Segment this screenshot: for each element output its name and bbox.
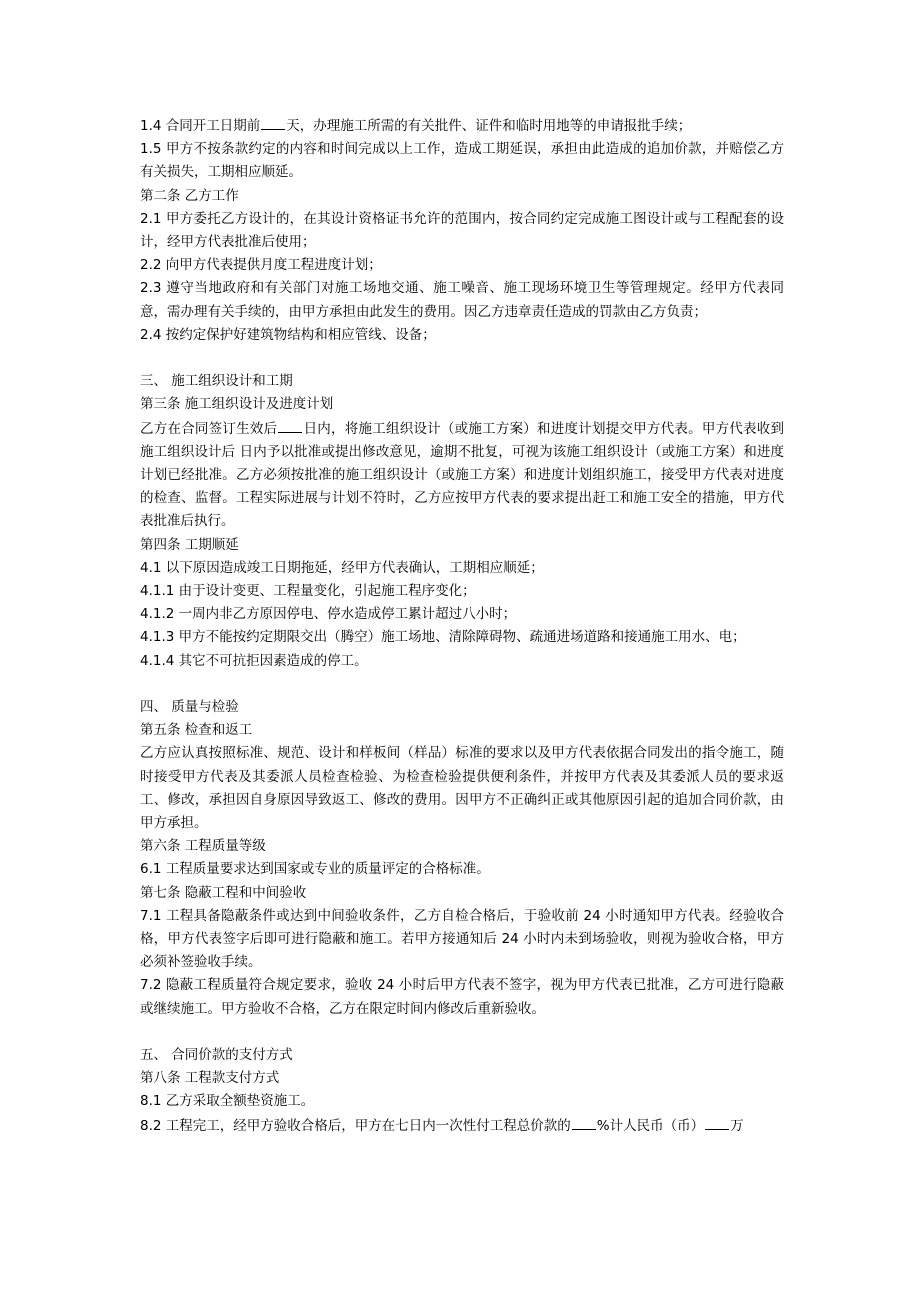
paragraph-text: 8.1 乙方采取全额垫资施工。	[140, 1093, 315, 1110]
document-paragraph	[140, 882, 784, 905]
document-paragraph	[140, 208, 784, 254]
paragraph-text: 2.3 遵守当地政府和有关部门对施工场地交通、施工噪音、施工现场环境卫生等管理规定。经甲方代表同意，需办理有关手续的，由甲方承担由此发生的费用。因乙方违章责任造成的罚款由乙方负责；	[140, 280, 784, 320]
paragraph-text: 4.1 以下原因造成竣工日期拖延，经甲方代表确认，工期相应顺延；	[140, 559, 544, 576]
paragraph-text: 6.1 工程质量要求达到国家或专业的质量评定的合格标准。	[140, 861, 490, 878]
document-paragraph	[140, 114, 784, 138]
paragraph-spacer	[140, 1021, 784, 1044]
paragraph-text: 4.1.2 一周内非乙方原因停电、停水造成停工累计超过八小时；	[140, 606, 517, 623]
document-paragraph	[140, 1090, 784, 1113]
paragraph-text: 7.1 工程具备隐蔽条件或达到中间验收条件，乙方自检合格后，于验收前 24 小时通知甲方代表。经验收合格，甲方代表签字后即可进行隐蔽和施工。若甲方接通知后 24 小时内未到场验收，则视为验收合格，甲方必须补签验收手续。	[140, 907, 784, 971]
document-paragraph	[140, 393, 784, 416]
paragraph-text: 四、 质量与检验	[140, 699, 239, 716]
paragraph-text: 8.2 工程完工，经甲方验收合格后，甲方在七日内一次性付工程总价款的	[140, 1117, 571, 1134]
document-paragraph	[140, 324, 784, 347]
paragraph-text: 万	[730, 1117, 744, 1134]
paragraph-text: 乙方应认真按照标准、规范、设计和样板间（样品）标准的要求以及甲方代表依据合同发出的指令施工，随时接受甲方代表及其委派人员检查检验、为检查检验提供便利条件，并按甲方代表及其委派人员的要求返工、修改，承担因自身原因导致返工、修改的费用。因甲方不正确纠正或其他原因引起的追加合同价款，由甲方承担。	[140, 745, 784, 832]
paragraph-text: 第六条 工程质量等级	[140, 838, 266, 855]
fill-in-blank	[261, 114, 285, 130]
document-paragraph	[140, 1044, 784, 1067]
document-paragraph	[140, 974, 784, 1020]
document-paragraph	[140, 417, 784, 534]
document-paragraph	[140, 370, 784, 393]
paragraph-text: 第四条 工期顺延	[140, 536, 239, 553]
document-paragraph	[140, 277, 784, 323]
document-paragraph	[140, 534, 784, 557]
document-paragraph	[140, 603, 784, 626]
paragraph-text: %计人民币（币）	[596, 1117, 705, 1134]
paragraph-spacer	[140, 673, 784, 696]
fill-in-blank	[278, 417, 302, 433]
fill-in-blank	[705, 1114, 729, 1130]
paragraph-text: 日内，将施工组织设计（或施工方案）和进度计划提交甲方代表。甲方代表收到施工组织设计后 日内予以批准或提出修改意见，逾期不批复，可视为该施工组织设计（或施工方案）和进度计划已经批准。乙方必须按批准的施工组织设计（或施工方案）和进度计划组织施工，接受甲方代表对进度的检查、监督。工程实际进展与计划不符时，乙方应按甲方代表的要求提出赶工和施工安全的措施，甲方代表批准后执行。	[140, 420, 785, 530]
document-paragraph	[140, 580, 784, 603]
paragraph-text: 天，办理施工所需的有关批件、证件和临时用地等的申请报批手续；	[286, 118, 692, 134]
paragraph-text: 1.4 合同开工日期前	[140, 118, 261, 134]
document-paragraph	[140, 138, 784, 184]
paragraph-text: 第五条 检查和返工	[140, 722, 253, 739]
document-paragraph	[140, 650, 784, 673]
paragraph-text: 五、 合同价款的支付方式	[140, 1047, 293, 1064]
document-paragraph	[140, 557, 784, 580]
document-paragraph	[140, 742, 784, 835]
document-paragraph	[140, 858, 784, 881]
document-paragraph	[140, 719, 784, 742]
paragraph-text: 第八条 工程款支付方式	[140, 1070, 280, 1087]
paragraph-text: 第三条 施工组织设计及进度计划	[140, 396, 334, 413]
paragraph-text: 4.1.1 由于设计变更、工程量变化，引起施工程序变化；	[140, 583, 476, 600]
document-paragraph	[140, 905, 784, 975]
paragraph-text: 2.4 按约定保护好建筑物结构和相应管线、设备；	[140, 326, 436, 343]
document-body	[140, 114, 784, 1138]
paragraph-text: 1.5 甲方不按条款约定的内容和时间完成以上工作，造成工期延误，承担由此造成的追加价款，并赔偿乙方有关损失，工期相应顺延。	[140, 141, 784, 181]
paragraph-text: 三、 施工组织设计和工期	[140, 373, 293, 390]
paragraph-text: 2.1 甲方委托乙方设计的，在其设计资格证书允许的范围内，按合同约定完成施工图设计或与工程配套的设计，经甲方代表批准后使用；	[140, 210, 784, 251]
paragraph-text: 第七条 隐蔽工程和中间验收	[140, 884, 307, 901]
document-paragraph	[140, 254, 784, 277]
document-paragraph	[140, 185, 784, 208]
paragraph-text: 乙方在合同签订生效后	[140, 420, 278, 437]
paragraph-text: 第二条 乙方工作	[140, 187, 239, 204]
document-paragraph	[140, 696, 784, 719]
paragraph-text: 4.1.4 其它不可抗拒因素造成的停工。	[140, 652, 368, 669]
document-paragraph	[140, 1067, 784, 1090]
fill-in-blank	[572, 1114, 596, 1130]
document-paragraph	[140, 626, 784, 649]
paragraph-text: 7.2 隐蔽工程质量符合规定要求，验收 24 小时后甲方代表不签字，视为甲方代表已批准，乙方可进行隐蔽或继续施工。甲方验收不合格，乙方在限定时间内修改后重新验收。	[140, 977, 784, 1017]
document-paragraph	[140, 1114, 784, 1138]
paragraph-text: 2.2 向甲方代表提供月度工程进度计划；	[140, 257, 382, 274]
document-paragraph	[140, 835, 784, 858]
paragraph-spacer	[140, 347, 784, 370]
paragraph-text: 4.1.3 甲方不能按约定期限交出（腾空）施工场地、清除障碍物、疏通进场道路和接通施工用水、电；	[140, 629, 746, 646]
